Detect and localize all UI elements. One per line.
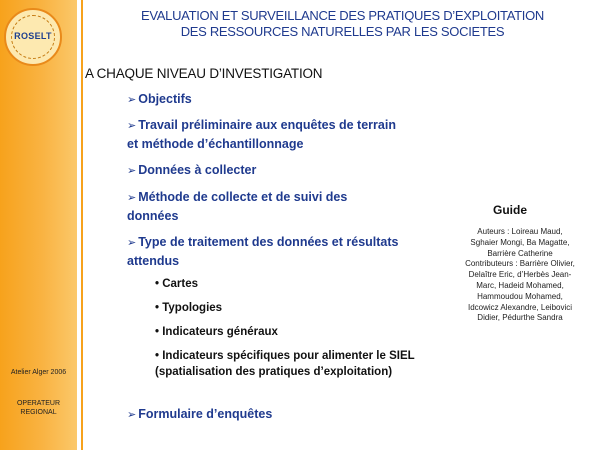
guide-line: Idcowicz Alexandre, Leibovici [467, 302, 573, 312]
guide-title: Guide [492, 203, 527, 217]
slide-title [90, 8, 595, 40]
subitem-typologies: • Typologies [155, 302, 223, 314]
operator-label-line2: REGIONAL [20, 409, 57, 416]
subitem-cartes: • Cartes [155, 278, 199, 290]
item-label: Formulaire d’enquêtes [138, 407, 273, 421]
guide-line: Didier, Pédurthe Sandra [477, 313, 563, 323]
item-label: Objectifs [138, 92, 192, 106]
list-item-methode-collecte [127, 188, 402, 225]
guide-line: Hammoudou Mohamed, [477, 291, 563, 301]
list-item-formulaire [127, 405, 402, 424]
guide-line: Auteurs : Loireau Maud, [477, 227, 563, 236]
list-item-travail-preliminaire [127, 116, 402, 153]
title-line-2: DES RESSOURCES NATURELLES PAR LES SOCIETES [180, 24, 505, 39]
operator-label-line1: OPERATEUR [16, 400, 61, 407]
item-label: Données à collecter [138, 163, 257, 177]
item-label: Travail préliminaire aux enquêtes de terrain et méthode d’échantillonnage [127, 118, 396, 151]
list-item-donnees [127, 161, 402, 180]
arrow-right-icon: ➢ [127, 192, 137, 204]
sidebar [0, 0, 77, 450]
arrow-right-icon: ➢ [127, 94, 137, 106]
guide-credits [448, 227, 592, 324]
section-title: A CHAQUE NIVEAU D’INVESTIGATION [85, 66, 323, 81]
logo-text: ROSELT [14, 31, 52, 41]
list-item-objectifs [127, 90, 402, 109]
arrow-right-icon: ➢ [127, 237, 137, 249]
sidebar-divider [81, 0, 83, 450]
title-line-1: EVALUATION ET SURVEILLANCE DES PRATIQUES D’EXPLOITATION [141, 8, 544, 23]
subitem-indicateurs-generaux: • Indicateurs généraux [155, 326, 278, 338]
arrow-right-icon: ➢ [127, 120, 137, 132]
arrow-right-icon: ➢ [127, 409, 137, 421]
roselt-logo [4, 8, 62, 66]
item-label: Méthode de collecte et de suivi des données [127, 190, 348, 223]
guide-line: Sghaier Mongi, Ba Magatte, [470, 237, 570, 247]
list-item-type-traitement [127, 233, 402, 270]
workshop-label: Atelier Alger 2006 [10, 369, 67, 376]
guide-line: Contributeurs : Barrière Olivier, [465, 259, 575, 269]
item-label: Type de traitement des données et résultats attendus [127, 235, 399, 268]
guide-line: Marc, Hadeid Mohamed, [476, 280, 564, 290]
subitem-indicateurs-specifiques: • Indicateurs spécifiques pour alimenter le SIEL (spatialisation des pratiques d’exploitation) [155, 350, 415, 378]
guide-line: Barrière Catherine [487, 248, 553, 258]
arrow-right-icon: ➢ [127, 165, 137, 177]
guide-line: Delaître Eric, d’Herbès Jean- [468, 270, 572, 280]
